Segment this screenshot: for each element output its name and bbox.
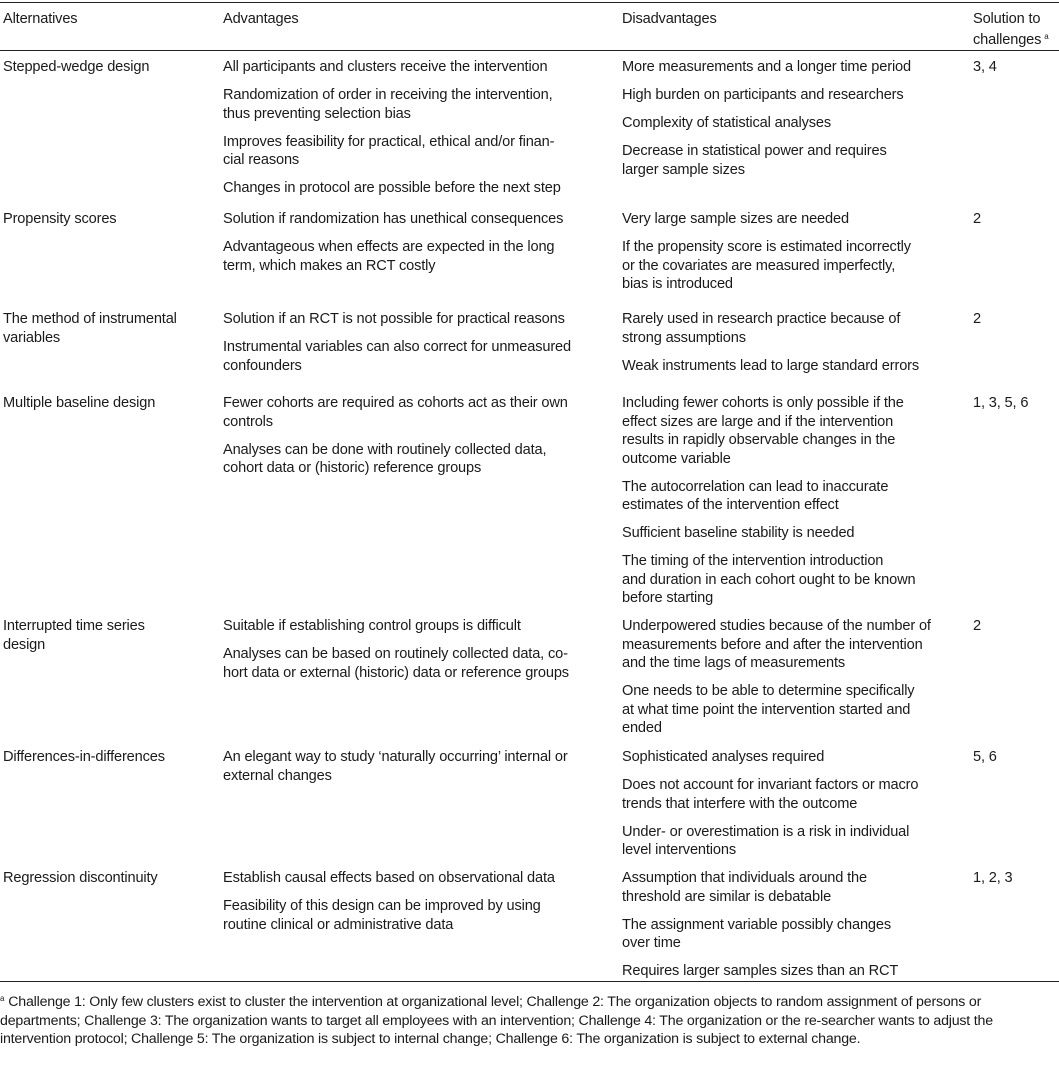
cell-line: Feasibility of this design can be improved by using — [223, 898, 541, 914]
cell-line: cohort data or (historic) reference groups — [223, 460, 482, 476]
alternative-line: The method of instrumental — [3, 311, 177, 327]
footnote — [0, 990, 1055, 1049]
alternative-cell — [3, 394, 155, 413]
cell-line: Very large sample sizes are needed — [622, 211, 849, 227]
cell-line: Under- or overestimation is a risk in individual — [622, 823, 910, 840]
cell-paragraph — [622, 748, 918, 767]
cell-line: Weak instruments lead to large standard errors — [622, 357, 920, 374]
cell-paragraph — [622, 962, 898, 981]
advantages-cell — [223, 748, 568, 785]
cell-line: hort data or external (historic) data or reference groups — [223, 664, 569, 681]
cell-line: Randomization of order in receiving the intervention, — [223, 87, 553, 103]
cell-paragraph — [223, 210, 563, 229]
cell-line: Rarely used in research practice because of — [622, 311, 901, 327]
cell-line: Establish causal effects based on observational data — [223, 870, 555, 886]
cell-line: trends that interfere with the outcome — [622, 795, 858, 812]
cell-paragraph — [223, 179, 561, 198]
alternative-line: Propensity scores — [3, 211, 117, 227]
alternative-cell — [3, 310, 177, 347]
disadvantages-cell — [622, 748, 918, 860]
disadvantages-cell — [622, 869, 898, 981]
cell-line: or the covariates are measured imperfectly, — [622, 257, 896, 274]
advantages-cell — [223, 310, 571, 375]
alternative-line: Regression discontinuity — [3, 870, 158, 886]
advantages-cell — [223, 58, 561, 198]
cell-paragraph — [622, 394, 915, 468]
footnote-marker: a — [0, 994, 5, 1003]
disadvantages-cell — [622, 210, 911, 294]
disadvantages-cell — [622, 617, 931, 738]
solution-cell: 3, 4 — [973, 59, 997, 75]
cell-paragraph — [223, 238, 563, 275]
header-footnote-marker: a — [1044, 32, 1049, 41]
disadvantages-cell — [622, 310, 919, 375]
cell-paragraph — [223, 133, 561, 170]
header-disadvantages: Disadvantages — [622, 11, 717, 27]
cell-paragraph — [622, 869, 898, 906]
cell-paragraph — [223, 86, 561, 123]
cell-line: Requires larger samples sizes than an RCT — [622, 963, 899, 979]
cell-paragraph — [622, 617, 931, 673]
cell-paragraph — [622, 916, 898, 953]
cell-paragraph — [223, 58, 561, 77]
cell-line: measurements before and after the intervention — [622, 636, 923, 653]
cell-line: at what time point the intervention started and — [622, 701, 911, 718]
cell-line: Suitable if establishing control groups is difficult — [223, 618, 521, 634]
cell-paragraph — [622, 776, 918, 813]
cell-line: effect sizes are large and if the intervention — [622, 413, 894, 430]
cell-line: Changes in protocol are possible before the next step — [223, 180, 561, 196]
cell-line: An elegant way to study ‘naturally occurring’ internal or — [223, 749, 568, 765]
alternative-line: Multiple baseline design — [3, 395, 156, 411]
cell-line: Decrease in statistical power and requires — [622, 143, 887, 159]
cell-line: Complexity of statistical analyses — [622, 115, 832, 131]
alternative-cell — [3, 869, 158, 888]
solution-cell: 2 — [973, 618, 981, 634]
alternative-cell — [3, 58, 149, 77]
top-rule — [0, 2, 1059, 3]
cell-paragraph — [223, 310, 571, 329]
cell-line: estimates of the intervention effect — [622, 497, 839, 513]
cell-line: before starting — [622, 590, 714, 606]
cell-paragraph — [622, 86, 911, 105]
header-alternatives: Alternatives — [3, 11, 78, 27]
cell-line: bias is introduced — [622, 276, 733, 292]
cell-line: thus preventing selection bias — [223, 105, 411, 122]
cell-paragraph — [622, 114, 911, 133]
cell-line: Improves feasibility for practical, ethical and/or finan- — [223, 133, 555, 150]
cell-line: If the propensity score is estimated incorrectly — [622, 239, 911, 255]
solution-cell: 2 — [973, 311, 981, 327]
cell-paragraph — [223, 645, 569, 682]
bottom-rule — [0, 981, 1059, 982]
header-advantages: Advantages — [223, 11, 299, 27]
advantages-cell — [223, 869, 555, 934]
cell-paragraph — [622, 238, 911, 294]
alternative-cell — [3, 617, 145, 654]
cell-line: confounders — [223, 357, 302, 374]
cell-line: All participants and clusters receive the intervention — [223, 59, 548, 75]
footnote-text: Challenge 1: Only few clusters exist to cluster the intervention at organizational level; Challenge 2: The organization objects to random assignment of persons or departments; Challenge 3: The organization wants to target all employees with an intervention; Challenge 4: The organization or the re-searcher wants to adjust the intervention protocol; Challenge 5: The organization is subject to internal change; Challenge 6: The organization is subject to external change. — [0, 994, 993, 1047]
cell-line: external changes — [223, 767, 332, 784]
header-solution-line1: Solution to — [973, 11, 1041, 27]
cell-line: More measurements and a longer time period — [622, 59, 911, 75]
cell-paragraph — [223, 897, 555, 934]
cell-paragraph — [622, 310, 919, 347]
cell-line: Fewer cohorts are required as cohorts act as their own — [223, 395, 568, 411]
cell-paragraph — [622, 552, 915, 608]
cell-line: Solution if an RCT is not possible for practical reasons — [223, 311, 565, 327]
cell-line: Analyses can be done with routinely collected data, — [223, 441, 547, 458]
cell-paragraph — [622, 142, 911, 179]
cell-line: results in rapidly observable changes in the — [622, 432, 896, 448]
alternative-line: Interrupted time series — [3, 618, 145, 634]
cell-paragraph — [223, 338, 571, 375]
cell-line: outcome variable — [622, 450, 731, 467]
cell-line: and the time lags of measurements — [622, 655, 845, 671]
cell-line: larger sample sizes — [622, 161, 745, 178]
cell-line: level interventions — [622, 842, 736, 858]
cell-paragraph — [223, 441, 568, 478]
cell-line: Underpowered studies because of the number of — [622, 618, 931, 634]
advantages-cell — [223, 210, 563, 275]
alternative-cell — [3, 210, 116, 229]
cell-line: Analyses can be based on routinely collected data, co- — [223, 646, 568, 662]
alternative-cell — [3, 748, 165, 767]
cell-paragraph — [622, 210, 911, 229]
header-solution-line2: challenges $^a$ — [973, 32, 1049, 48]
cell-paragraph — [622, 357, 919, 376]
cell-line: and duration in each cohort ought to be known — [622, 571, 916, 588]
cell-line: routine clinical or administrative data — [223, 916, 454, 933]
advantages-cell — [223, 617, 569, 682]
disadvantages-cell — [622, 58, 911, 179]
cell-line: The assignment variable possibly changes — [622, 916, 892, 933]
cell-line: High burden on participants and researchers — [622, 87, 904, 103]
cell-line: One needs to be able to determine specifically — [622, 683, 915, 699]
cell-line: Sophisticated analyses required — [622, 749, 825, 765]
cell-paragraph — [622, 478, 915, 515]
cell-line: Advantageous when effects are expected in the long — [223, 239, 555, 255]
cell-line: The autocorrelation can lead to inaccurate — [622, 478, 889, 495]
cell-paragraph — [223, 748, 568, 785]
cell-paragraph — [622, 524, 915, 543]
cell-line: Assumption that individuals around the — [622, 870, 867, 886]
cell-line: cial reasons — [223, 152, 300, 168]
disadvantages-cell — [622, 394, 915, 608]
cell-paragraph — [622, 58, 911, 77]
cell-line: ended — [622, 720, 662, 736]
header-rule — [0, 50, 1059, 51]
cell-line: strong assumptions — [622, 329, 746, 346]
cell-line: Including fewer cohorts is only possible if the — [622, 395, 904, 411]
alternative-line: variables — [3, 329, 61, 346]
cell-paragraph — [223, 617, 569, 636]
cell-paragraph — [622, 823, 918, 860]
cell-line: controls — [223, 413, 273, 430]
cell-line: Does not account for invariant factors or macro — [622, 777, 919, 793]
cell-line: Instrumental variables can also correct for unmeasured — [223, 339, 571, 355]
cell-line: term, which makes an RCT costly — [223, 257, 436, 274]
cell-paragraph — [223, 394, 568, 431]
advantages-cell — [223, 394, 568, 478]
cell-line: Sufficient baseline stability is needed — [622, 525, 855, 541]
cell-line: Solution if randomization has unethical consequences — [223, 211, 564, 227]
alternative-line: Stepped-wedge design — [3, 59, 150, 75]
header-solution — [973, 10, 1049, 49]
cell-line: The timing of the intervention introduction — [622, 553, 884, 569]
alternative-line: design — [3, 636, 46, 653]
solution-cell: 2 — [973, 211, 981, 227]
cell-line: threshold are similar is debatable — [622, 888, 832, 905]
cell-paragraph — [223, 869, 555, 888]
cell-paragraph — [622, 682, 931, 738]
solution-cell: 5, 6 — [973, 749, 997, 765]
alternative-line: Differences-in-differences — [3, 749, 165, 765]
solution-cell: 1, 3, 5, 6 — [973, 395, 1029, 411]
solution-cell: 1, 2, 3 — [973, 870, 1013, 886]
cell-line: over time — [622, 935, 681, 951]
